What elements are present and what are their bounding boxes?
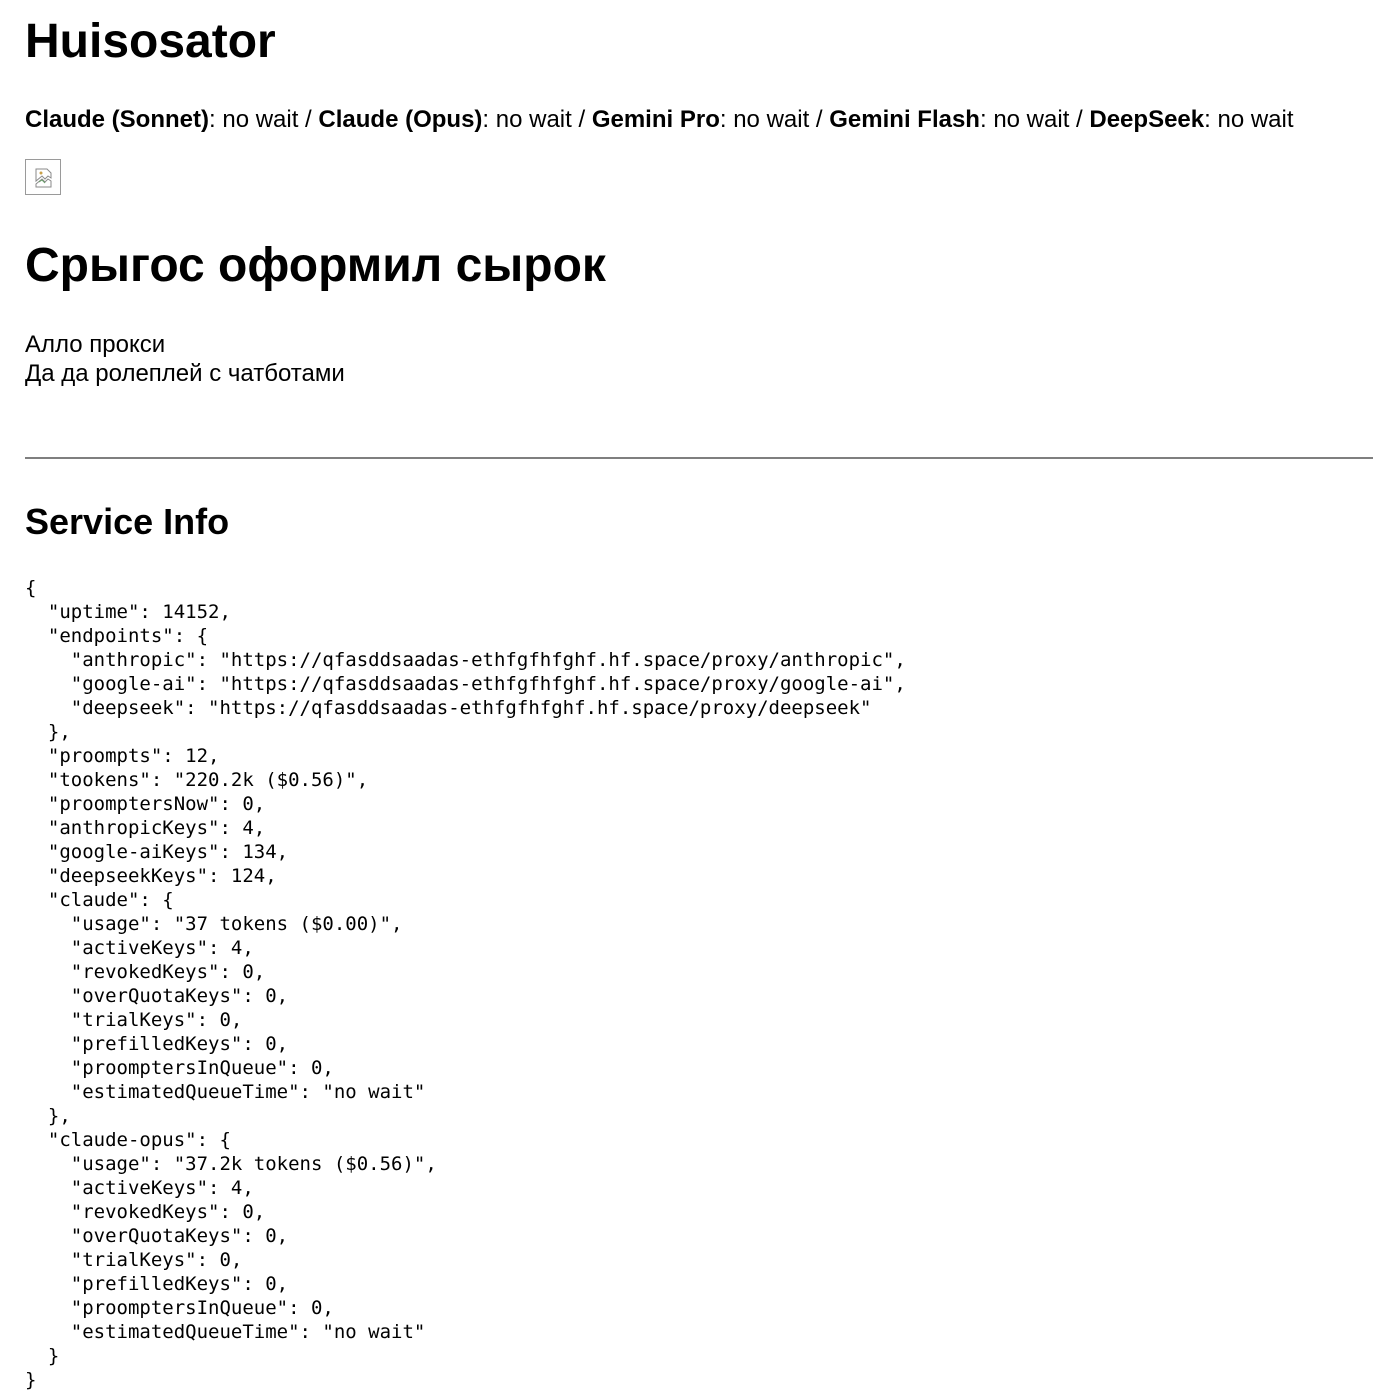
broken-image-glyph — [33, 167, 55, 189]
status-wait: no wait — [222, 106, 299, 133]
status-separator: / — [809, 106, 830, 133]
status-wait: no wait — [1217, 106, 1294, 133]
broken-image-icon — [25, 159, 61, 195]
service-info-json: { "uptime": 14152, "endpoints": { "anthropic": "https://qfasddsaadas-ethfgfhfghf.hf.space/proxy/anthropic", "google-ai": "https://qfasddsaadas-ethfgfhfghf.hf.space/proxy/google-ai", "deepseek": "https://qfasddsaadas-ethfgfhfghf.hf.space/proxy/deepseek" }, "proompts": 12, "tookens": "220.2k ($0.56)", "proomptersNow": 0, "anthropicKeys": 4, "google-aiKeys": 134, "deepseekKeys": 124, "claude": { "usage": "37 tokens ($0.00)", "activeKeys": 4, "revokedKeys": 0, "overQuotaKeys": 0, "trialKeys": 0, "prefilledKeys": 0, "proomptersInQueue": 0, "estimatedQueueTime": "no wait" }, "claude-opus": { "usage": "37.2k tokens ($0.56)", "activeKeys": 4, "revokedKeys": 0, "overQuotaKeys": 0, "trialKeys": 0, "prefilledKeys": 0, "proomptersInQueue": 0, "estimatedQueueTime": "no wait" } } — [25, 577, 906, 1391]
divider — [25, 457, 1373, 459]
status-item: Gemini Pro: no wait — [591, 106, 810, 133]
status-item: Claude (Sonnet): no wait — [25, 106, 299, 133]
status-item: Claude (Opus): no wait — [318, 106, 572, 133]
status-item: Gemini Flash: no wait — [829, 106, 1070, 133]
status-model: Claude (Opus) — [318, 106, 483, 133]
status-model: DeepSeek — [1089, 106, 1205, 133]
page-title: Huisosator — [25, 15, 276, 68]
status-model: Gemini Flash — [829, 106, 980, 133]
subtitle: Срыгос оформил сырок — [25, 239, 606, 292]
model-status-line — [25, 104, 1294, 136]
status-separator: / — [298, 106, 319, 133]
status-model: Gemini Pro — [591, 106, 720, 133]
status-item: DeepSeek: no wait — [1089, 106, 1294, 133]
description — [25, 330, 345, 388]
description-line: Да да ролеплей с чатботами — [25, 360, 345, 387]
status-wait: no wait — [733, 106, 810, 133]
description-line: Алло прокси — [25, 331, 166, 358]
section-title: Service Info — [25, 501, 230, 542]
status-wait: no wait — [993, 106, 1070, 133]
status-separator: / — [571, 106, 592, 133]
status-wait: no wait — [495, 106, 572, 133]
status-separator: / — [1069, 106, 1090, 133]
status-model: Claude (Sonnet) — [25, 106, 209, 133]
